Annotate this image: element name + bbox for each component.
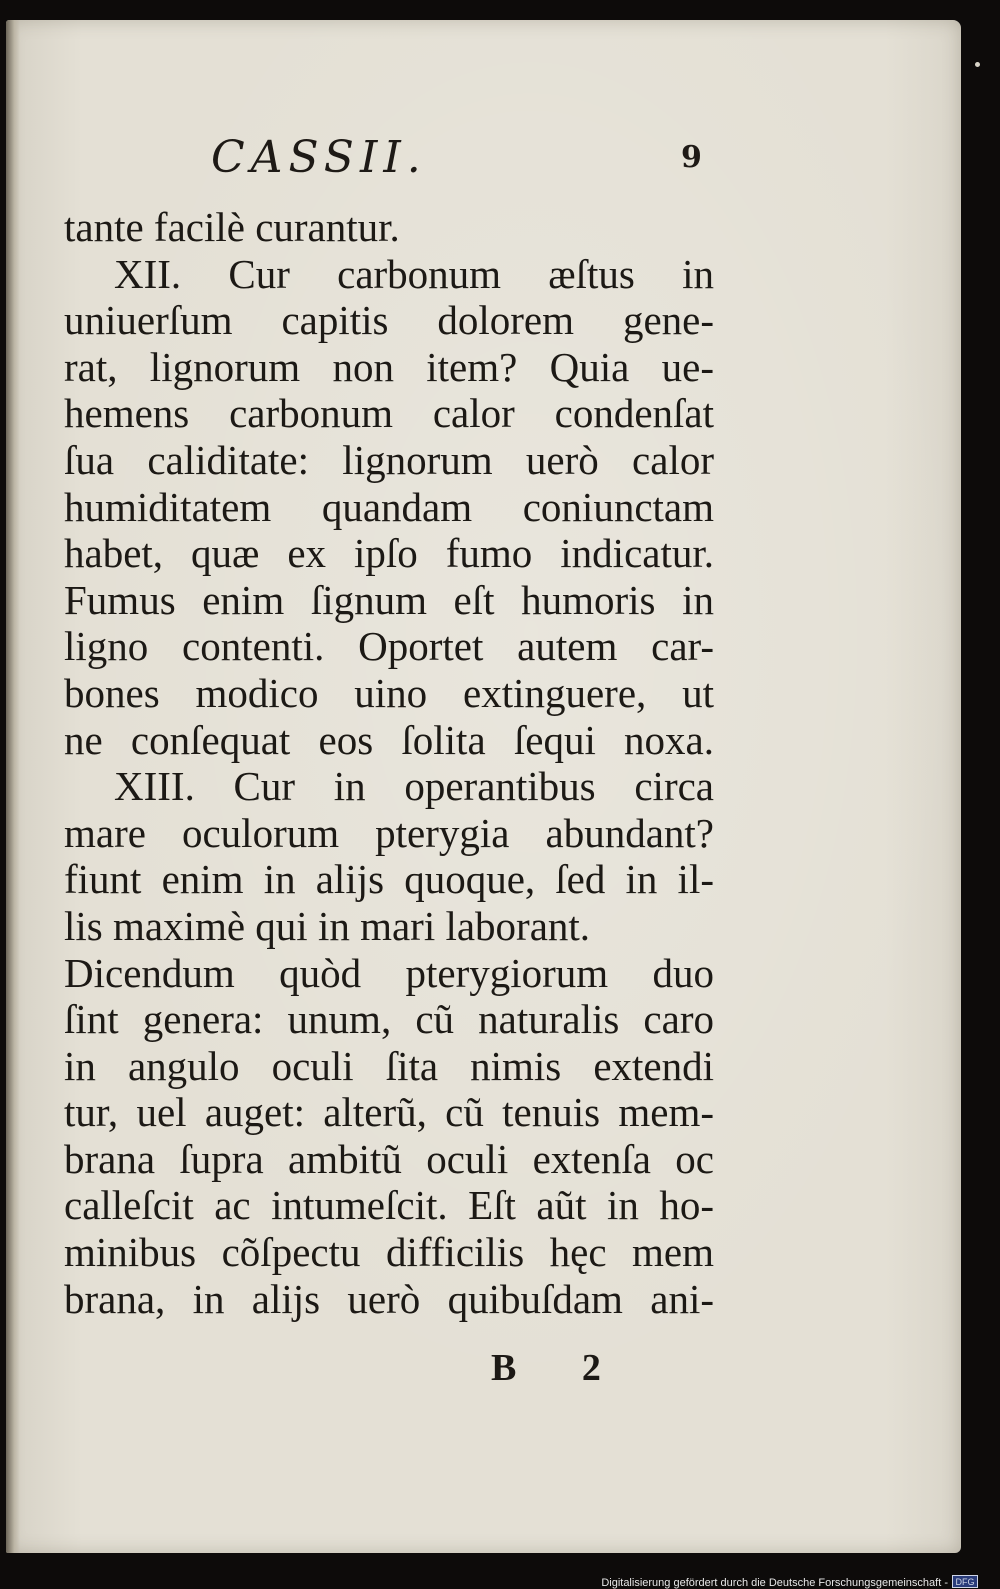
body-text xyxy=(64,204,714,1322)
text-line: habet, quæ ex ipſo fumo indicatur. xyxy=(64,530,714,577)
text-line: brana ſupra ambitũ oculi extenſa oc xyxy=(64,1135,714,1182)
book-page xyxy=(6,20,961,1553)
text-line: humiditatem quandam coniunctam xyxy=(64,483,714,530)
text-line: brana, in alijs uerò quibuſdam ani- xyxy=(64,1275,714,1322)
text-line: Dicendum quòd pterygiorum duo xyxy=(64,949,714,996)
running-head-title: CASSII. xyxy=(211,132,427,183)
page-number: 9 xyxy=(681,140,702,175)
text-line: minibus cõſpectu difficilis hęc mem xyxy=(64,1229,714,1276)
text-line: rat, lignorum non item? Quia ue- xyxy=(64,343,714,390)
running-head xyxy=(211,132,731,192)
text-line: XIII. Cur in operantibus circa xyxy=(114,763,714,810)
text-line: ligno contenti. Oportet autem car- xyxy=(64,623,714,670)
text-line: ne conſequat eos ſolita ſequi noxa. xyxy=(64,716,714,763)
text-line: tante facilè curantur. xyxy=(64,204,400,250)
text-line: tur, uel auget: alterũ, cũ tenuis mem- xyxy=(64,1089,714,1136)
text-line: ſua caliditate: lignorum uerò calor xyxy=(64,436,714,483)
text-line: XII. Cur carbonum æſtus in xyxy=(114,250,714,297)
signature-mark: B 2 xyxy=(491,1347,629,1389)
text-line: in angulo oculi ſita nimis extendi xyxy=(64,1042,714,1089)
text-line: lis maximè qui in mari laborant. xyxy=(64,902,591,949)
funding-credit: Digitalisierung gefördert durch die Deutsche Forschungsgemeinschaft - xyxy=(601,1577,948,1589)
text-line: ſint genera: unum, cũ naturalis caro xyxy=(64,996,714,1043)
text-line: uniuerſum capitis dolorem gene- xyxy=(64,297,714,344)
text-line: calleſcit ac intumeſcit. Eſt aũt in ho- xyxy=(64,1182,714,1229)
text-line: bones modico uino extinguere, ut xyxy=(64,669,714,716)
scan-speck xyxy=(975,62,980,67)
text-line: mare oculorum pterygia abundant? xyxy=(64,809,714,856)
text-line: fiunt enim in alijs quoque, ſed in il- xyxy=(64,856,714,903)
dfg-logo-icon: DFG xyxy=(952,1575,978,1588)
page-gutter-shadow xyxy=(6,20,20,1553)
text-line: hemens carbonum calor condenſat xyxy=(64,390,714,437)
text-line: Fumus enim ſignum eſt humoris in xyxy=(64,576,714,623)
